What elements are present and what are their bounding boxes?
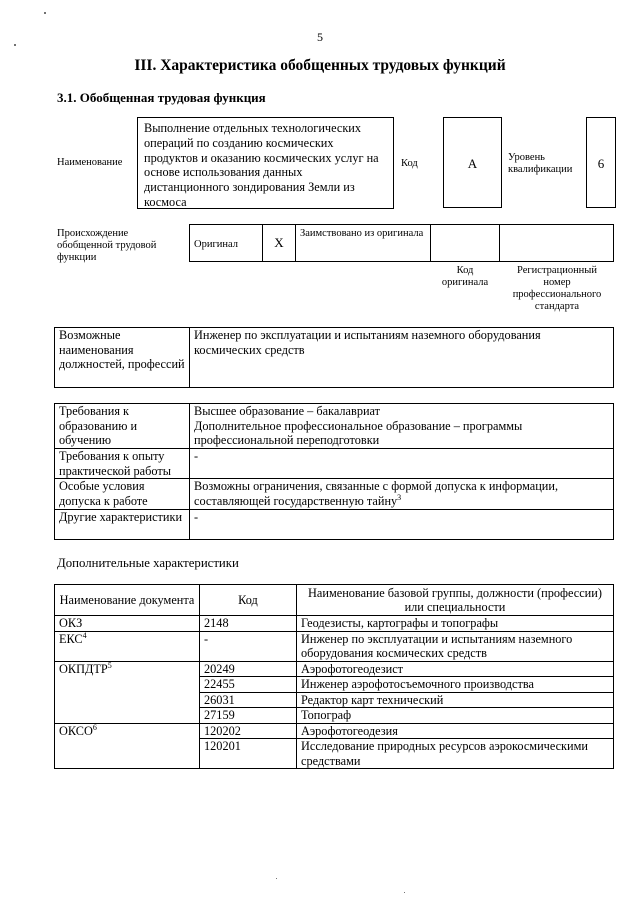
- table-row: [55, 708, 614, 724]
- requirements-table: [54, 403, 614, 540]
- level-label: Уровень квалификации: [508, 152, 573, 175]
- table-row: [55, 449, 614, 479]
- code-cell: 2148: [204, 616, 229, 630]
- level-value: 6: [597, 156, 605, 171]
- table-row: [55, 631, 614, 661]
- req-value-secondary: Дополнительное профессиональное образование – программы профессиональной переподготовки: [194, 418, 523, 447]
- table-row: [55, 404, 614, 449]
- positions-value: Инженер по эксплуатации и испытаниям наземного оборудования космических средств: [194, 328, 541, 357]
- original-label: Оригинал: [194, 238, 238, 250]
- table-row: [55, 616, 614, 632]
- code-value: A: [467, 156, 478, 171]
- table-row: [55, 479, 614, 510]
- code-value-box: [443, 117, 502, 208]
- additional-table: [54, 584, 614, 769]
- original-mark: X: [274, 234, 284, 250]
- doc-cell: ЕКС: [59, 631, 83, 646]
- code-cell: 22455: [204, 677, 235, 691]
- doc-cell: ОКСО: [59, 723, 93, 738]
- footnote-ref: 6: [92, 722, 97, 732]
- name-cell: Геодезисты, картографы и топографы: [301, 616, 499, 630]
- name-cell: Аэрофотогеодезист: [301, 661, 404, 676]
- column-header: Наименование базовой группы, должности (профессии) или специальности: [308, 585, 602, 614]
- code-cell: -: [204, 631, 209, 646]
- name-cell: Аэрофотогеодезия: [301, 723, 398, 738]
- req-value: -: [194, 449, 199, 463]
- table-row: [55, 661, 614, 677]
- origin-table: [189, 224, 614, 262]
- name-cell: Инженер аэрофотосъемочного производства: [301, 677, 534, 691]
- subsection-title: 3.1. Обобщенная трудовая функция: [57, 90, 266, 105]
- table-row: [55, 739, 614, 769]
- name-value: Выполнение отдельных технологических операций по созданию космических продуктов и оказанию космических услуг на основе использования данных дистанционного зондирования Земли из космоса: [144, 121, 379, 209]
- req-value: Возможны ограничения, связанные с формой допуска к информации, составляющей государственную тайну: [194, 479, 559, 508]
- column-header: Наименование документа: [59, 592, 195, 607]
- footnote-ref: 4: [82, 630, 87, 640]
- name-cell: Редактор карт технический: [301, 692, 444, 707]
- name-label: Наименование: [57, 157, 123, 168]
- req-label: Требования к опыту практической работы: [59, 449, 171, 478]
- scan-speck: [276, 878, 277, 879]
- name-value-box: [137, 117, 394, 209]
- code-cell: 20249: [204, 661, 235, 676]
- table-row: [55, 723, 614, 739]
- name-cell: Исследование природных ресурсов аэрокосмическими средствами: [301, 739, 588, 768]
- caption-registration-number: Регистрационный номер профессионального стандарта: [512, 265, 602, 312]
- code-cell: 120201: [204, 739, 241, 753]
- doc-cell: ОКЗ: [59, 616, 83, 630]
- level-value-box: [586, 117, 616, 208]
- positions-label: Возможные наименования должностей, профессий: [59, 328, 185, 371]
- code-cell: 27159: [204, 708, 235, 722]
- req-value: -: [194, 510, 199, 524]
- footnote-ref: 5: [107, 660, 112, 670]
- page-number: 5: [317, 30, 323, 44]
- column-header: Код: [238, 592, 258, 607]
- name-cell: Топограф: [301, 708, 352, 722]
- doc-cell: ОКПДТР: [59, 661, 108, 676]
- table-header-row: [55, 585, 614, 616]
- table-row: [55, 510, 614, 540]
- additional-title: Дополнительные характеристики: [57, 556, 239, 570]
- req-value: Высшее образование – бакалавриат: [194, 404, 381, 418]
- name-cell: Инженер по эксплуатации и испытаниям наземного оборудования космических средств: [301, 631, 573, 660]
- req-label: Требования к образованию и обучению: [59, 404, 138, 447]
- table-row: [55, 677, 614, 693]
- scan-speck: [44, 12, 46, 14]
- section-title: III. Характеристика обобщенных трудовых функций: [134, 57, 506, 74]
- table-row: [55, 692, 614, 708]
- borrowed-label: Заимствовано из оригинала: [300, 228, 424, 239]
- origin-label: Происхождение обобщенной трудовой функции: [57, 228, 157, 263]
- req-label: Особые условия допуска к работе: [59, 479, 148, 508]
- code-cell: 120202: [204, 723, 241, 738]
- caption-code-original: Код оригинала: [441, 265, 489, 288]
- positions-table: [54, 327, 614, 388]
- req-label: Другие характеристики: [59, 510, 183, 524]
- code-cell: 26031: [204, 692, 235, 707]
- footnote-ref: 3: [397, 492, 402, 502]
- code-label: Код: [401, 158, 418, 169]
- scan-speck: [404, 892, 405, 893]
